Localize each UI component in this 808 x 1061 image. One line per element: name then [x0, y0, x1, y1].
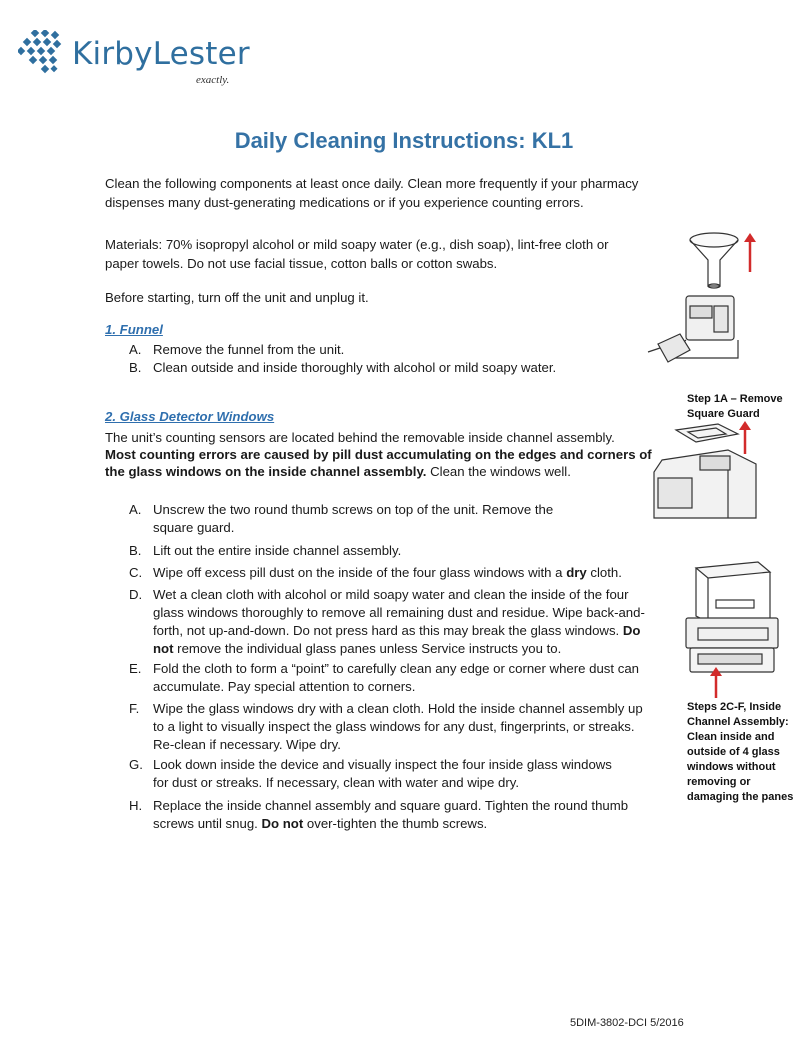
item-letter: C. [129, 565, 143, 580]
caption-line: Channel Assembly: [687, 716, 789, 728]
item-text-line [153, 814, 487, 833]
caption-step-1a [687, 392, 783, 422]
logo-lester: Lester [152, 36, 250, 72]
intro-line-2: dispenses many dust-generating medications or if you experience counting errors. [105, 195, 584, 210]
item-text-line: for dust or streaks. If necessary, clean with water and wipe dry. [153, 775, 519, 790]
item-text-line: Fold the cloth to form a “point” to carefully clean any edge or corner where dust can [153, 661, 639, 676]
materials-line-1: Materials: 70% isopropyl alcohol or mild soapy water (e.g., dish soap), lint-free cloth or [105, 237, 609, 252]
item-text-line [153, 563, 622, 582]
text-run: screws until snug. [153, 816, 262, 831]
document-id-footer: 5DIM-3802-DCI 5/2016 [570, 1017, 684, 1029]
bold-text: not [153, 641, 174, 656]
item-text-line: Lift out the entire inside channel assembly. [153, 543, 402, 558]
item-letter: G. [129, 757, 143, 772]
text-run: over-tighten the thumb screws. [303, 816, 488, 831]
up-arrow-icon [709, 666, 723, 700]
section-2-para-line-1: The unit’s counting sensors are located behind the removable inside channel assembly. [105, 430, 615, 445]
item-text-line [153, 639, 561, 658]
item-text-line: Wet a clean cloth with alcohol or mild soapy water and clean the inside of the four [153, 587, 629, 602]
before-starting: Before starting, turn off the unit and unplug it. [105, 290, 369, 305]
bold-text: the glass windows on the inside channel assembly. [105, 464, 427, 479]
square-guard-illustration [648, 420, 778, 522]
item-text-line: accumulate. Pay special attention to corners. [153, 679, 416, 694]
text-run: cloth. [586, 565, 622, 580]
caption-line: Step 1A – Remove [687, 393, 783, 405]
logo-kirby: Kirby [72, 36, 153, 72]
text-run: forth, not up-and-down. Do not press hard as this may break the glass windows. [153, 623, 623, 638]
channel-assembly-illustration [680, 560, 780, 680]
item-text: Clean outside and inside thoroughly with alcohol or mild soapy water. [153, 360, 557, 375]
page-title: Daily Cleaning Instructions: KL1 [234, 128, 574, 153]
caption-line: windows without [687, 761, 776, 773]
item-text-line [153, 621, 640, 640]
section-1-heading: 1. Funnel [105, 322, 163, 337]
item-text: Remove the funnel from the unit. [153, 342, 345, 357]
caption-line: Square Guard [687, 408, 760, 420]
materials-line-2: paper towels. Do not use facial tissue, cotton balls or cotton swabs. [105, 256, 498, 271]
bold-text: Do not [261, 816, 304, 831]
intro-line-1: Clean the following components at least once daily. Clean more frequently if your pharmacy [105, 176, 639, 191]
item-letter: B. [129, 543, 142, 558]
section-2-para-line-2: Most counting errors are caused by pill dust accumulating on the edges and corners of [105, 447, 652, 462]
logo-tagline: exactly. [196, 74, 230, 86]
bold-text: Do [622, 623, 641, 638]
item-text-line: Re-clean if necessary. Wipe dry. [153, 737, 341, 752]
caption-line: outside of 4 glass [687, 746, 780, 758]
up-arrow-icon [743, 232, 757, 274]
item-text-line: Look down inside the device and visually inspect the four inside glass windows [153, 757, 612, 772]
item-text-line: Replace the inside channel assembly and square guard. Tighten the round thumb [153, 798, 629, 813]
caption-line: Clean inside and [687, 731, 775, 743]
caption-line: removing or [687, 776, 751, 788]
section-2-heading: 2. Glass Detector Windows [105, 409, 275, 424]
logo-wordmark [72, 36, 250, 72]
bold-text: dry [566, 565, 587, 580]
kirbylester-logo-icon [18, 30, 72, 84]
item-text-line: square guard. [153, 520, 235, 535]
item-letter: E. [129, 661, 142, 676]
caption-line: damaging the panes [687, 791, 794, 803]
normal-text: Clean the windows well. [426, 464, 571, 479]
section-2-item-b [0, 541, 808, 560]
caption-steps-2c-f [687, 700, 793, 805]
up-arrow-icon [738, 420, 752, 456]
item-letter: F. [129, 701, 140, 716]
item-letter: D. [129, 587, 143, 602]
item-text-line: to a light to visually inspect the glass windows for any dust, fingerprints, or streaks. [153, 719, 635, 734]
item-letter: A. [129, 502, 142, 517]
section-2-para-line-3 [105, 462, 571, 481]
item-letter: A. [129, 342, 142, 357]
text-run: Wipe off excess pill dust on the inside of the four glass windows with a [153, 565, 567, 580]
item-text-line: Unscrew the two round thumb screws on top of the unit. Remove the [153, 502, 554, 517]
item-text-line: glass windows thoroughly to remove all remaining dust and residue. Wipe back-and- [153, 605, 645, 620]
text-run: remove the individual glass panes unless Service instructs you to. [173, 641, 562, 656]
item-letter: B. [129, 360, 142, 375]
item-letter: H. [129, 798, 143, 813]
item-text-line: Wipe the glass windows dry with a clean cloth. Hold the inside channel assembly up [153, 701, 643, 716]
caption-line: Steps 2C-F, Inside [687, 701, 782, 713]
